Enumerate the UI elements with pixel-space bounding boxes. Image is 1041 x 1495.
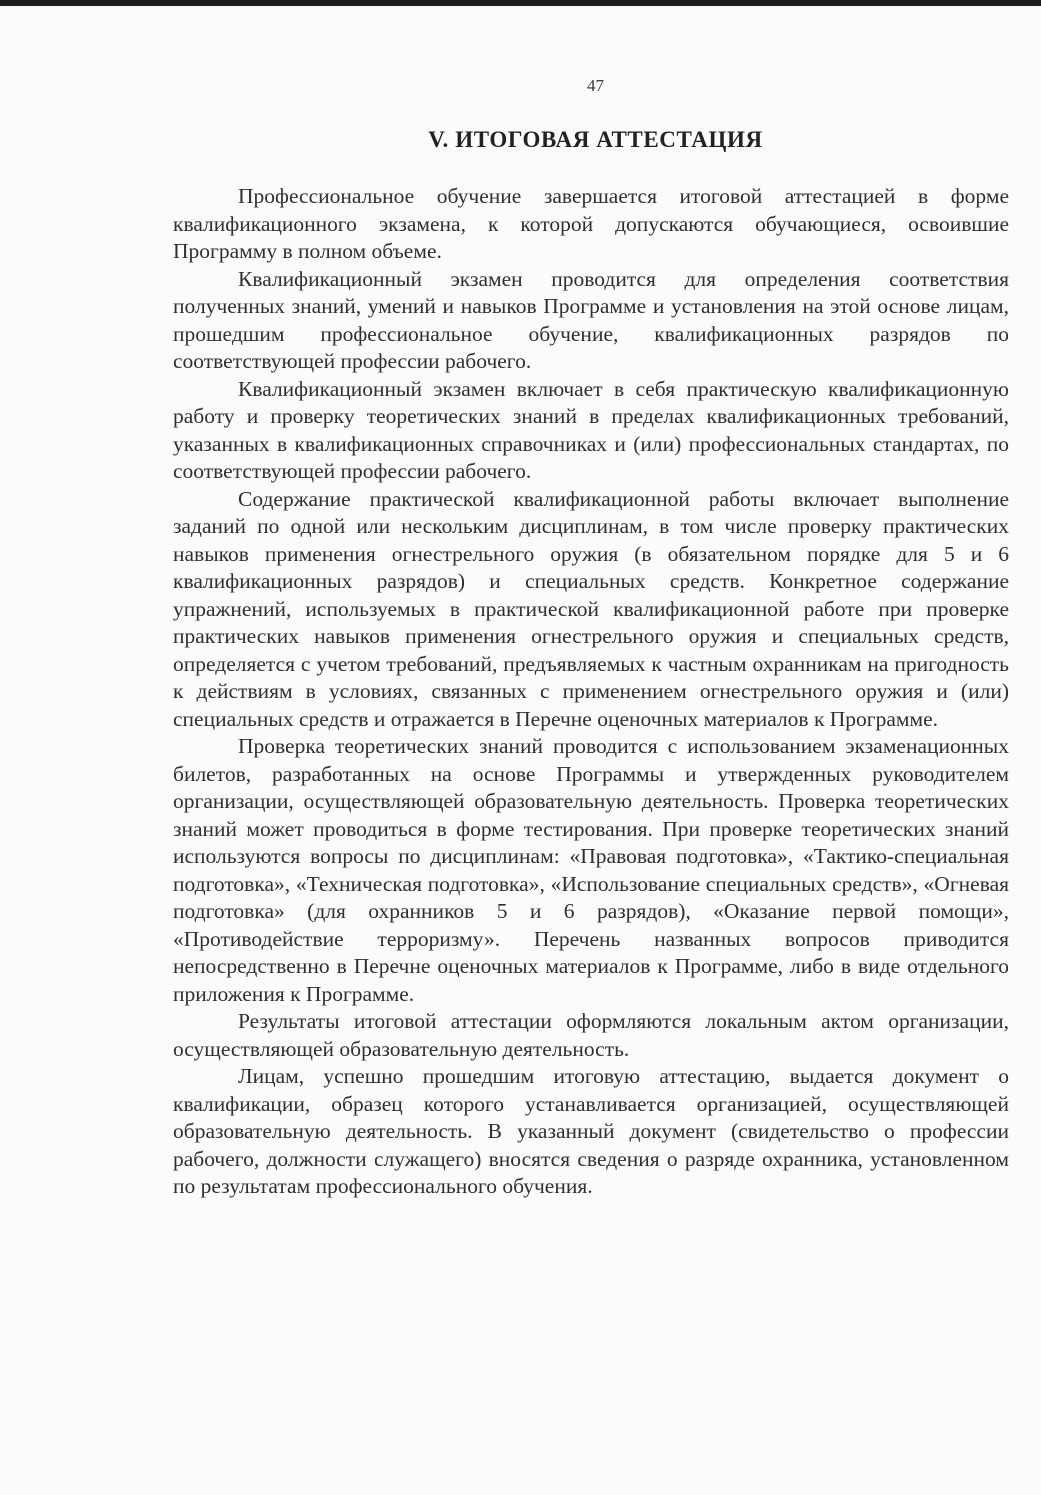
- section-body: [173, 183, 1009, 1201]
- section-title: V. ИТОГОВАЯ АТТЕСТАЦИЯ: [428, 127, 763, 152]
- paragraph: Содержание практической квалификационной работы включает выполнение заданий по одной или нескольким дисциплинам, в том числе проверку практических навыков применения огнестрельного оружия (в обязательном порядке для 5 и 6 квалификационных разрядов) и специальных средств. Конкретное содержание упражнений, используемых в практической квалификационной работе при проверке практических навыков применения огнестрельного оружия и специальных средств, определяется с учетом требований, предъявляемых к частным охранникам на пригодность к действиям в условиях, связанных с применением огнестрельного оружия и (или) специальных средств и отражается в Перечне оценочных материалов к Программе.: [173, 486, 1009, 731]
- paragraph: Профессиональное обучение завершается итоговой аттестацией в форме квалификационного экзамена, к которой допускаются обучающиеся, освоившие Программу в полном объеме.: [173, 184, 1009, 263]
- paragraph: Квалификационный экзамен проводится для определения соответствия полученных знаний, умений и навыков Программе и установления на этой основе лицам, прошедшим профессиональное обучение, квалификационных разрядов по соответствующей профессии рабочего.: [173, 266, 1009, 373]
- paragraph: Лицам, успешно прошедшим итоговую аттестацию, выдается документ о квалификации, образец которого устанавливается организацией, осуществляющей образовательную деятельность. В указанный документ (свидетельство о профессии рабочего, должности служащего) вносятся сведения о разряде охранника, установленном по результатам профессионального обучения.: [173, 1064, 1009, 1198]
- paragraph: Квалификационный экзамен включает в себя практическую квалификационную работу и проверку теоретических знаний в пределах квалификационных требований, указанных в квалификационных справочниках и (или) профессиональных стандартах, по соответствующей профессии рабочего.: [173, 376, 1009, 483]
- paragraph: Проверка теоретических знаний проводится с использованием экзаменационных билетов, разработанных на основе Программы и утвержденных руководителем организации, осуществляющей образовательную деятельность. Проверка теоретических знаний может проводиться в форме тестирования. При проверке теоретических знаний используются вопросы по дисциплинам: «Правовая подготовка», «Тактико-специальная подготовка», «Техническая подготовка», «Использование специальных средств», «Огневая подготовка» (для охранников 5 и 6 разрядов), «Оказание первой помощи», «Противодействие терроризму». Перечень названных вопросов приводится непосредственно в Перечне оценочных материалов к Программе, либо в виде отдельного приложения к Программе.: [173, 734, 1009, 1006]
- page-number: 47: [587, 76, 604, 95]
- paragraph: Результаты итоговой аттестации оформляются локальным актом организации, осуществляющей образовательную деятельность.: [173, 1009, 1009, 1061]
- scan-top-edge: [0, 0, 1041, 6]
